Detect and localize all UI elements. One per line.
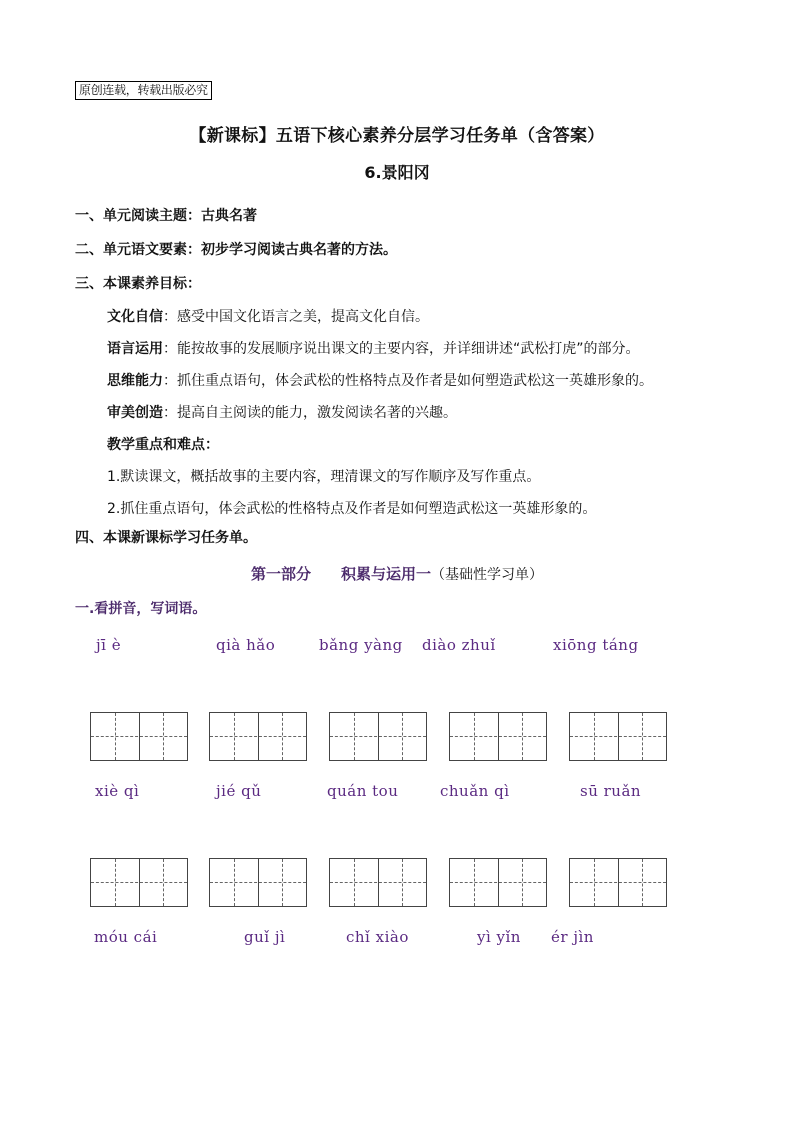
part-subtitle: 积累与运用一 [341,565,432,583]
part-title: 第一部分 [250,565,311,583]
goal-aesthetics [107,402,457,422]
pinyin-prompt: chuǎn qì [440,782,510,800]
document-title: 【新课标】五语下核心素养分层学习任务单（含答案） [189,126,605,146]
pinyin-prompt: quán tou [327,782,399,800]
exercise-title: 一.看拼音，写词语。 [75,601,207,617]
pinyin-prompt: jié qǔ [216,782,262,800]
writing-grid[interactable] [569,858,667,907]
pinyin-prompt: chǐ xiào [346,928,409,946]
key-points-title: 教学重点和难点： [107,437,219,453]
goal-label: 思维能力 [107,373,163,389]
goal-text: ：能按故事的发展顺序说出课文的主要内容，并详细讲述“武松打虎”的部分。 [163,341,640,357]
writing-grid[interactable] [449,712,547,761]
section-task-list: 四、本课新课标学习任务单。 [75,530,257,546]
goal-label: 文化自信 [107,309,163,325]
goal-label: 审美创造 [107,405,163,421]
writing-grid[interactable] [209,858,307,907]
section-reading-theme: 一、单元阅读主题：古典名著 [75,208,257,224]
pinyin-prompt: guǐ jì [244,928,286,946]
pinyin-prompt: xiōng táng [553,636,639,654]
writing-grid[interactable] [209,712,307,761]
writing-grid[interactable] [449,858,547,907]
pinyin-prompt: jī è [96,636,122,654]
pinyin-prompt: ér jìn [551,928,594,946]
pinyin-prompt: móu cái [94,928,158,946]
goal-text: ：抓住重点语句，体会武松的性格特点及作者是如何塑造武松这一英雄形象的。 [163,373,653,389]
goal-language [107,338,640,358]
key-point-item: 2.抓住重点语句，体会武松的性格特点及作者是如何塑造武松这一英雄形象的。 [107,501,597,517]
pinyin-prompt: sū ruǎn [580,782,642,800]
section-literacy-goals: 三、本课素养目标： [75,276,201,292]
part-heading [0,563,794,584]
pinyin-prompt: yì yǐn [477,928,521,946]
writing-grid[interactable] [90,858,188,907]
pinyin-prompt: bǎng yàng [319,636,403,654]
key-point-item: 1.默读课文，概括故事的主要内容，理清课文的写作顺序及写作重点。 [107,469,541,485]
writing-grid[interactable] [329,858,427,907]
goal-label: 语言运用 [107,341,163,357]
goal-text: ：提高自主阅读的能力，激发阅读名著的兴趣。 [163,405,457,421]
pinyin-prompt: xiè qì [95,782,140,800]
goal-text: ：感受中国文化语言之美，提高文化自信。 [163,309,429,325]
pinyin-prompt: qià hǎo [216,636,276,654]
section-language-element: 二、单元语文要素：初步学习阅读古典名著的方法。 [75,242,397,258]
writing-grid[interactable] [569,712,667,761]
pinyin-prompt: diào zhuǐ [422,636,496,654]
copyright-stamp: 原创连载，转载出版必究 [75,81,212,100]
writing-grid[interactable] [329,712,427,761]
writing-grid[interactable] [90,712,188,761]
goal-culture [107,306,429,326]
part-note: （基础性学习单） [431,567,544,583]
goal-thinking [107,370,653,390]
lesson-title: 6.景阳冈 [364,163,430,182]
